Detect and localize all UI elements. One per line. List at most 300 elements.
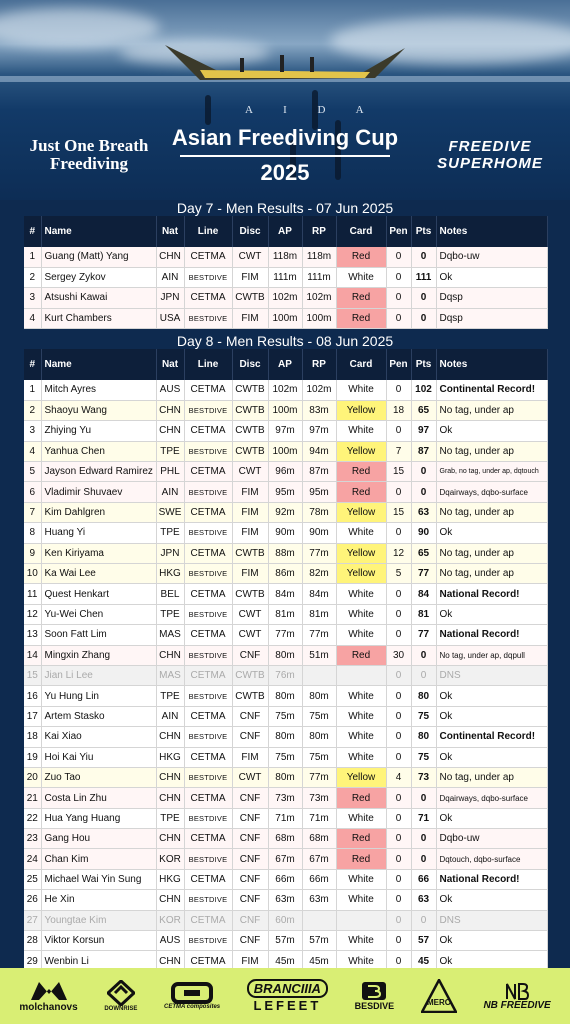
cell-name: Mingxin Zhang — [41, 645, 156, 665]
cell-rank: 13 — [24, 625, 41, 645]
cell-nationality: HKG — [156, 564, 184, 584]
cell-penalty: 30 — [386, 645, 411, 665]
cell-notes: No tag, under ap — [436, 767, 547, 787]
cell-card: White — [336, 890, 386, 910]
cell-nationality: KOR — [156, 849, 184, 869]
cell-penalty: 0 — [386, 808, 411, 828]
cell-name: Yanhua Chen — [41, 441, 156, 461]
cell-points: 73 — [411, 767, 436, 787]
cell-penalty: 15 — [386, 502, 411, 522]
cell-name: Ka Wai Lee — [41, 564, 156, 584]
table-row — [24, 564, 547, 584]
cell-name: Sergey Zykov — [41, 267, 156, 287]
cell-penalty: 0 — [386, 308, 411, 328]
cell-name: Ken Kiriyama — [41, 543, 156, 563]
cell-realized-performance: 90m — [302, 523, 336, 543]
cell-announced-performance: 76m — [268, 665, 302, 685]
cell-realized-performance: 100m — [302, 308, 336, 328]
cell-card: Yellow — [336, 502, 386, 522]
cell-discipline: CNF — [232, 829, 268, 849]
cell-announced-performance: 80m — [268, 645, 302, 665]
cell-name: Atsushi Kawai — [41, 288, 156, 308]
table-row — [24, 727, 547, 747]
cell-line: BESTDIVE — [184, 267, 232, 287]
cell-card — [336, 665, 386, 685]
table-row — [24, 829, 547, 849]
cell-nationality: TPE — [156, 604, 184, 624]
cell-card: White — [336, 808, 386, 828]
cell-rank: 27 — [24, 910, 41, 930]
table-row — [24, 808, 547, 828]
cell-nationality: MAS — [156, 665, 184, 685]
cell-rank: 16 — [24, 686, 41, 706]
cell-name: Vladimir Shuvaev — [41, 482, 156, 502]
cell-points: 77 — [411, 625, 436, 645]
table-row — [24, 931, 547, 951]
cell-name: Wenbin Li — [41, 951, 156, 971]
cell-penalty: 0 — [386, 727, 411, 747]
cell-name: Kim Dahlgren — [41, 502, 156, 522]
cell-rank: 3 — [24, 288, 41, 308]
cell-points: 71 — [411, 808, 436, 828]
col-header-notes: Notes — [436, 216, 547, 247]
cell-notes: Ok — [436, 421, 547, 441]
cell-discipline: CNF — [232, 869, 268, 889]
cell-name: Huang Yi — [41, 523, 156, 543]
sponsor-besdive: BESDIVE — [355, 981, 395, 1011]
cell-points: 0 — [411, 645, 436, 665]
cell-name: Gang Hou — [41, 829, 156, 849]
table-row — [24, 910, 547, 930]
cell-line: BESTDIVE — [184, 849, 232, 869]
cell-notes: Ok — [436, 267, 547, 287]
cell-line: CETMA — [184, 829, 232, 849]
cell-notes: Dqsp — [436, 308, 547, 328]
cell-card: Yellow — [336, 543, 386, 563]
table-row — [24, 645, 547, 665]
cell-notes: DNS — [436, 665, 547, 685]
col-header-nationality: Nat — [156, 349, 184, 380]
cell-notes: Dqbo-uw — [436, 247, 547, 267]
cell-penalty: 0 — [386, 931, 411, 951]
cell-penalty: 0 — [386, 788, 411, 808]
sponsor-downrise: DOWNRISE — [104, 980, 137, 1012]
cell-name: Guang (Matt) Yang — [41, 247, 156, 267]
cell-penalty: 0 — [386, 829, 411, 849]
cell-line: BESTDIVE — [184, 931, 232, 951]
cell-discipline: CNF — [232, 931, 268, 951]
cell-name: Yu-Wei Chen — [41, 604, 156, 624]
cell-card: White — [336, 380, 386, 400]
cell-discipline: CWTB — [232, 400, 268, 420]
event-banner — [0, 0, 570, 200]
cell-realized-performance: 102m — [302, 380, 336, 400]
cell-announced-performance: 80m — [268, 686, 302, 706]
cell-notes: Ok — [436, 808, 547, 828]
cell-points: 63 — [411, 502, 436, 522]
cell-notes: No tag, under ap, dqpull — [436, 645, 547, 665]
cell-discipline: CWTB — [232, 543, 268, 563]
table-row — [24, 543, 547, 563]
nb-freedive-icon — [505, 982, 529, 1000]
cell-nationality: AUS — [156, 380, 184, 400]
cell-card: Red — [336, 829, 386, 849]
cell-announced-performance: 63m — [268, 890, 302, 910]
cell-nationality: KOR — [156, 910, 184, 930]
cell-line: BESTDIVE — [184, 808, 232, 828]
table-row — [24, 686, 547, 706]
cell-discipline: CWTB — [232, 686, 268, 706]
cell-discipline: CWT — [232, 767, 268, 787]
cell-penalty: 4 — [386, 767, 411, 787]
cell-name: Jian Li Lee — [41, 665, 156, 685]
cell-points: 0 — [411, 849, 436, 869]
cell-announced-performance: 111m — [268, 267, 302, 287]
cell-announced-performance: 97m — [268, 421, 302, 441]
cell-announced-performance: 73m — [268, 788, 302, 808]
cell-name: Youngtae Kim — [41, 910, 156, 930]
cell-announced-performance: 75m — [268, 747, 302, 767]
cell-announced-performance: 86m — [268, 564, 302, 584]
cell-rank: 2 — [24, 267, 41, 287]
cell-announced-performance: 95m — [268, 482, 302, 502]
cell-notes: Ok — [436, 951, 547, 971]
cell-realized-performance: 80m — [302, 727, 336, 747]
table-row — [24, 665, 547, 685]
cell-notes: Dqbo-uw — [436, 829, 547, 849]
cell-notes: No tag, under ap — [436, 441, 547, 461]
cell-card: White — [336, 686, 386, 706]
table-row — [24, 849, 547, 869]
cell-discipline: CWTB — [232, 421, 268, 441]
cell-realized-performance: 75m — [302, 706, 336, 726]
cell-points: 87 — [411, 441, 436, 461]
cell-line: CETMA — [184, 665, 232, 685]
cell-nationality: BEL — [156, 584, 184, 604]
cell-name: He Xin — [41, 890, 156, 910]
cell-card: White — [336, 604, 386, 624]
cell-discipline: CNF — [232, 808, 268, 828]
mero-icon — [421, 979, 457, 1013]
cell-card: White — [336, 625, 386, 645]
cell-announced-performance: 67m — [268, 849, 302, 869]
table-row — [24, 767, 547, 787]
col-header-card: Card — [336, 349, 386, 380]
col-header-nationality: Nat — [156, 216, 184, 247]
cell-points: 65 — [411, 400, 436, 420]
cell-name: Hua Yang Huang — [41, 808, 156, 828]
cell-rank: 18 — [24, 727, 41, 747]
cell-name: Soon Fatt Lim — [41, 625, 156, 645]
cell-rank: 4 — [24, 441, 41, 461]
col-header-discipline: Disc — [232, 216, 268, 247]
cell-card: White — [336, 747, 386, 767]
cell-announced-performance: 92m — [268, 502, 302, 522]
table-row — [24, 462, 547, 482]
cell-card: Red — [336, 247, 386, 267]
cell-notes: Ok — [436, 747, 547, 767]
cell-penalty: 0 — [386, 584, 411, 604]
cell-discipline: CWT — [232, 604, 268, 624]
cell-realized-performance: 75m — [302, 747, 336, 767]
cell-nationality: CHN — [156, 400, 184, 420]
cell-notes: No tag, under ap — [436, 564, 547, 584]
cell-points: 0 — [411, 788, 436, 808]
cell-discipline: FIM — [232, 502, 268, 522]
cell-rank: 14 — [24, 645, 41, 665]
table-header — [24, 216, 547, 247]
cell-name: Artem Stasko — [41, 706, 156, 726]
cell-rank: 3 — [24, 421, 41, 441]
cell-penalty: 0 — [386, 910, 411, 930]
cell-nationality: SWE — [156, 502, 184, 522]
cell-realized-performance: 77m — [302, 767, 336, 787]
sponsor-bar — [0, 968, 570, 1024]
cell-rank: 17 — [24, 706, 41, 726]
cell-line: CETMA — [184, 247, 232, 267]
cell-penalty: 0 — [386, 890, 411, 910]
cell-nationality: AIN — [156, 267, 184, 287]
cell-notes: Dqairways, dqbo-surface — [436, 788, 547, 808]
cell-announced-performance: 45m — [268, 951, 302, 971]
cell-nationality: TPE — [156, 808, 184, 828]
sponsor-nb-freedive: NB FREEDIVE — [483, 982, 550, 1011]
sponsor-molchanovs: molchanovs — [19, 980, 77, 1013]
cell-card: Red — [336, 288, 386, 308]
cell-line: CETMA — [184, 706, 232, 726]
cell-rank: 6 — [24, 482, 41, 502]
table-row — [24, 706, 547, 726]
col-header-notes: Notes — [436, 349, 547, 380]
cell-points: 0 — [411, 665, 436, 685]
cell-points: 81 — [411, 604, 436, 624]
cell-rank: 5 — [24, 462, 41, 482]
cell-rank: 11 — [24, 584, 41, 604]
cell-notes: Ok — [436, 931, 547, 951]
cell-discipline: CWTB — [232, 380, 268, 400]
cell-realized-performance: 77m — [302, 625, 336, 645]
cell-points: 63 — [411, 890, 436, 910]
cell-rank: 1 — [24, 247, 41, 267]
day8-results-table — [24, 349, 548, 972]
cell-discipline: FIM — [232, 951, 268, 971]
cell-points: 0 — [411, 308, 436, 328]
cell-name: Chan Kim — [41, 849, 156, 869]
cell-line: CETMA — [184, 869, 232, 889]
cell-nationality: CHN — [156, 767, 184, 787]
cell-card: Red — [336, 788, 386, 808]
molchanovs-icon — [29, 980, 69, 1002]
cell-realized-performance: 80m — [302, 686, 336, 706]
cell-notes: National Record! — [436, 625, 547, 645]
cell-nationality: CHN — [156, 951, 184, 971]
col-header-penalty: Pen — [386, 216, 411, 247]
cell-penalty: 7 — [386, 441, 411, 461]
col-header-points: Pts — [411, 349, 436, 380]
cell-card: Yellow — [336, 441, 386, 461]
cell-rank: 9 — [24, 543, 41, 563]
cetma-icon — [170, 982, 214, 1004]
cell-penalty: 0 — [386, 869, 411, 889]
cell-name: Quest Henkart — [41, 584, 156, 604]
cell-nationality: HKG — [156, 747, 184, 767]
cell-realized-performance: 78m — [302, 502, 336, 522]
cell-points: 77 — [411, 564, 436, 584]
cell-realized-performance: 95m — [302, 482, 336, 502]
sponsor-logo: FREEDIVE SUPERHOME — [437, 138, 543, 172]
cell-points: 75 — [411, 706, 436, 726]
cell-notes: No tag, under ap — [436, 400, 547, 420]
cell-points: 0 — [411, 910, 436, 930]
cell-announced-performance: 100m — [268, 441, 302, 461]
cell-nationality: AIN — [156, 482, 184, 502]
cell-name: Jayson Edward Ramirez — [41, 462, 156, 482]
cell-announced-performance: 68m — [268, 829, 302, 849]
cell-line: BESTDIVE — [184, 890, 232, 910]
cell-discipline: CNF — [232, 645, 268, 665]
cell-discipline: CNF — [232, 910, 268, 930]
cell-card: Red — [336, 482, 386, 502]
cell-name: Zuo Tao — [41, 767, 156, 787]
cell-discipline: FIM — [232, 308, 268, 328]
cell-nationality: AUS — [156, 931, 184, 951]
cell-discipline: CWT — [232, 247, 268, 267]
cell-announced-performance: 80m — [268, 767, 302, 787]
besdive-icon — [361, 981, 387, 1001]
cell-name: Michael Wai Yin Sung — [41, 869, 156, 889]
table-row — [24, 604, 547, 624]
cell-penalty: 0 — [386, 604, 411, 624]
cell-name: Mitch Ayres — [41, 380, 156, 400]
cell-nationality: PHL — [156, 462, 184, 482]
cell-discipline: FIM — [232, 482, 268, 502]
cell-name: Viktor Korsun — [41, 931, 156, 951]
cell-announced-performance: 81m — [268, 604, 302, 624]
table-row — [24, 584, 547, 604]
cell-line: CETMA — [184, 951, 232, 971]
cell-discipline: CNF — [232, 706, 268, 726]
cell-notes: DNS — [436, 910, 547, 930]
cell-rank: 20 — [24, 767, 41, 787]
cell-realized-performance: 73m — [302, 788, 336, 808]
cell-penalty: 0 — [386, 247, 411, 267]
day8-title: Day 8 - Men Results - 08 Jun 2025 — [176, 333, 394, 349]
cell-points: 84 — [411, 584, 436, 604]
table-row — [24, 482, 547, 502]
cell-rank: 22 — [24, 808, 41, 828]
cell-line: CETMA — [184, 288, 232, 308]
cell-points: 97 — [411, 421, 436, 441]
title-divider — [180, 155, 390, 157]
cell-penalty: 15 — [386, 462, 411, 482]
day7-title: Day 7 - Men Results - 07 Jun 2025 — [176, 200, 394, 216]
cell-rank: 21 — [24, 788, 41, 808]
table-row — [24, 308, 547, 328]
cell-card: White — [336, 869, 386, 889]
cell-penalty: 0 — [386, 747, 411, 767]
cell-notes: Ok — [436, 706, 547, 726]
cell-realized-performance: 102m — [302, 288, 336, 308]
cell-notes: National Record! — [436, 869, 547, 889]
cell-notes: No tag, under ap — [436, 502, 547, 522]
cell-points: 0 — [411, 247, 436, 267]
downrise-icon — [107, 980, 135, 1006]
cell-line: CETMA — [184, 421, 232, 441]
cell-name: Yu Hung Lin — [41, 686, 156, 706]
cell-rank: 28 — [24, 931, 41, 951]
cell-announced-performance: 100m — [268, 400, 302, 420]
col-header-announced-performance: AP — [268, 216, 302, 247]
cell-line: CETMA — [184, 543, 232, 563]
cell-realized-performance: 118m — [302, 247, 336, 267]
cell-line: CETMA — [184, 584, 232, 604]
cell-points: 66 — [411, 869, 436, 889]
col-header-line: Line — [184, 349, 232, 380]
cell-line: BESTDIVE — [184, 686, 232, 706]
aida-logo: A I D A — [245, 104, 378, 116]
cell-name: Hoi Kai Yiu — [41, 747, 156, 767]
cell-card: Yellow — [336, 767, 386, 787]
cell-line: BESTDIVE — [184, 604, 232, 624]
cell-name: Costa Lin Zhu — [41, 788, 156, 808]
cell-announced-performance: 57m — [268, 931, 302, 951]
cell-discipline: CWT — [232, 462, 268, 482]
sponsor-mero — [421, 979, 457, 1013]
cell-line: CETMA — [184, 747, 232, 767]
cell-realized-performance: 51m — [302, 645, 336, 665]
cell-rank: 12 — [24, 604, 41, 624]
cell-nationality: TPE — [156, 686, 184, 706]
cell-card — [336, 910, 386, 930]
cell-card: Red — [336, 308, 386, 328]
cell-line: CETMA — [184, 625, 232, 645]
cell-realized-performance: 81m — [302, 604, 336, 624]
cell-line: CETMA — [184, 502, 232, 522]
cell-penalty: 0 — [386, 267, 411, 287]
cell-realized-performance: 45m — [302, 951, 336, 971]
cell-points: 57 — [411, 931, 436, 951]
cell-points: 0 — [411, 462, 436, 482]
col-header-realized-performance: RP — [302, 216, 336, 247]
cell-line: BESTDIVE — [184, 523, 232, 543]
cell-announced-performance: 75m — [268, 706, 302, 726]
cell-realized-performance: 82m — [302, 564, 336, 584]
table-header — [24, 349, 547, 380]
cell-points: 65 — [411, 543, 436, 563]
cell-card: Red — [336, 645, 386, 665]
col-header-announced-performance: AP — [268, 349, 302, 380]
cell-line: BESTDIVE — [184, 727, 232, 747]
cell-card: White — [336, 931, 386, 951]
cell-notes: Dqsp — [436, 288, 547, 308]
cell-announced-performance: 96m — [268, 462, 302, 482]
cell-realized-performance: 84m — [302, 584, 336, 604]
cell-nationality: TPE — [156, 441, 184, 461]
cell-nationality: CHN — [156, 421, 184, 441]
cell-card: Red — [336, 849, 386, 869]
cell-rank: 15 — [24, 665, 41, 685]
cell-rank: 1 — [24, 380, 41, 400]
cell-card: White — [336, 584, 386, 604]
cell-announced-performance: 77m — [268, 625, 302, 645]
cell-announced-performance: 66m — [268, 869, 302, 889]
cell-notes: Grab, no tag, under ap, dqtouch — [436, 462, 547, 482]
table-row — [24, 747, 547, 767]
sponsor-branchia-lefeet: BRANCIIIA LEFEET — [247, 979, 328, 1013]
cell-announced-performance: 102m — [268, 380, 302, 400]
cell-line: BESTDIVE — [184, 645, 232, 665]
cell-realized-performance: 87m — [302, 462, 336, 482]
